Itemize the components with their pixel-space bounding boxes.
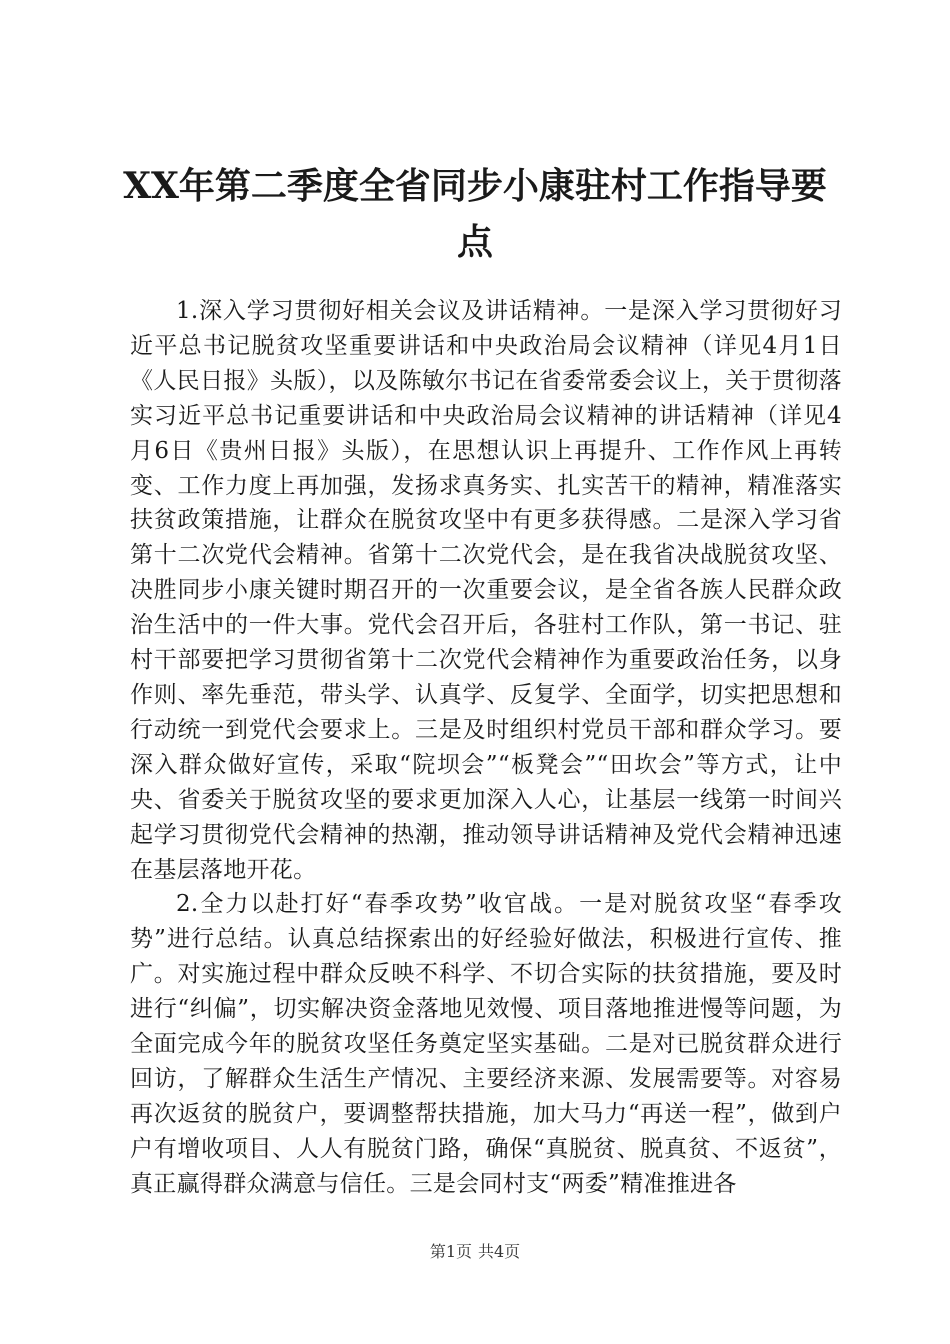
paragraph-1: 1.深入学习贯彻好相关会议及讲话精神。一是深入学习贯彻好习近平总书记脱贫攻坚重要讲话和中央政治局会议精神（详见4月1日《人民日报》头版），以及陈敏尔书记在省委常委会议上，关于贯彻落实习近平总书记重要讲话和中央政治局会议精神的讲话精神（详见4月6日《贵州日报》头版），在思想认识上再提升、工作作风上再转变、工作力度上再加强，发扬求真务实、扎实苦干的精神，精准落实扶贫政策措施，让群众在脱贫攻坚中有更多获得感。二是深入学习省第十二次党代会精神。省第十二次党代会，是在我省决战脱贫攻坚、决胜同步小康关键时期召开的一次重要会议，是全省各族人民群众政治生活中的一件大事。党代会召开后，各驻村工作队，第一书记、驻村干部要把学习贯彻省第十二次党代会精神作为重要政治任务，以身作则、率先垂范，带头学、认真学、反复学、全面学，切实把思想和行动统一到党代会要求上。三是及时组织村党员干部和群众学习。要深入群众做好宣传，采取“院坝会”“板凳会”“田坎会”等方式，让中央、省委关于脱贫攻坚的要求更加深入人心，让基层一线第一时间兴起学习贯彻党代会精神的热潮，推动领导讲话精神及党代会精神迅速在基层落地开花。 — [130, 298, 842, 883]
page-number: 第1页 — [429, 1242, 472, 1261]
paragraph-2: 2.全力以赴打好“春季攻势”收官战。一是对脱贫攻坚“春季攻势”进行总结。认真总结探索出的好经验好做法，积极进行宣传、推广。对实施过程中群众反映不科学、不切合实际的扶贫措施，要及时进行“纠偏”，切实解决资金落地见效慢、项目落地推进慢等问题，为全面完成今年的脱贫攻坚任务奠定坚实基础。二是对已脱贫群众进行回访，了解群众生活生产情况、主要经济来源、发展需要等。对容易再次返贫的脱贫户，要调整帮扶措施，加大马力“再送一程”，做到户户有增收项目、人人有脱贫门路，确保“真脱贫、脱真贫、不返贫”，真正赢得群众满意与信任。三是会同村支“两委”精准推进各 — [130, 891, 842, 1197]
document-title: XX年第二季度全省同步小康驻村工作指导要点 — [123, 165, 827, 263]
page-footer — [0, 1242, 950, 1262]
page-total: 共4页 — [478, 1242, 521, 1261]
document-body — [130, 294, 842, 1202]
